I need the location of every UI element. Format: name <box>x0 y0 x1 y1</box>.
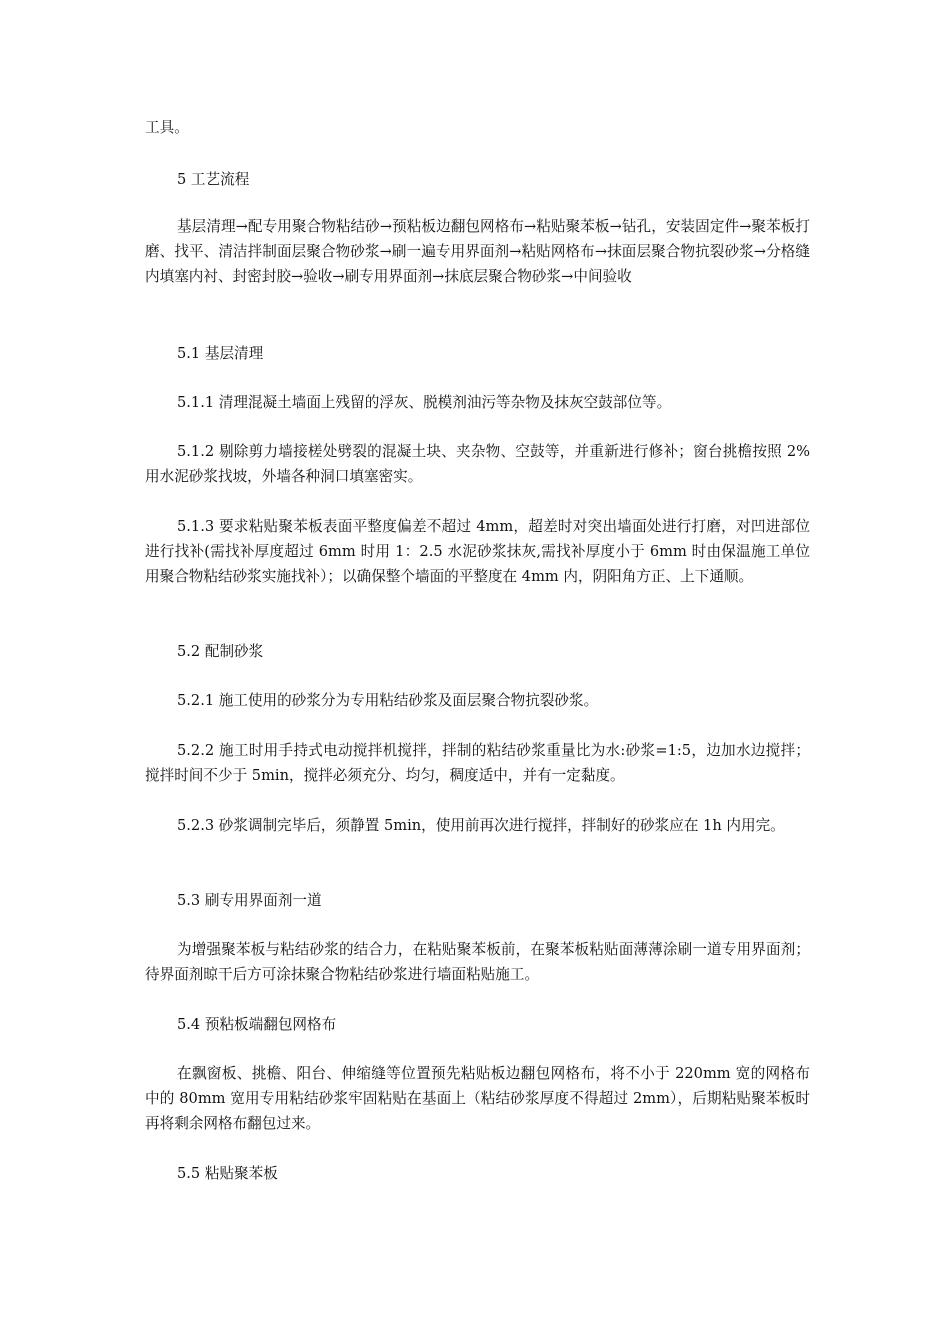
paragraph-5-2-1: 5.2.1 施工使用的砂浆分为专用粘结砂浆及面层聚合物抗裂砂浆。 <box>177 692 599 709</box>
section-heading-5-3: 5.3 刷专用界面剂一道 <box>177 892 322 909</box>
paragraph-5-2-3: 5.2.3 砂浆调制完毕后，须静置 5min，使用前再次进行搅拌，拌制好的砂浆应在 1h 内用完。 <box>177 817 785 834</box>
paragraph-tools: 工具。 <box>145 119 189 136</box>
paragraph-5-2-2: 5.2.2 施工时用手持式电动搅拌机搅拌，拌制的粘结砂浆重量比为水:砂浆=1:5，边加水边搅拌；搅拌时间不少于 5min，搅拌必须充分、均匀，稠度适中，并有一定黏度。 <box>145 742 810 784</box>
paragraph-5-1-3: 5.1.3 要求粘贴聚苯板表面平整度偏差不超过 4mm，超差时对突出墙面处进行打磨，对凹进部位进行找补(需找补厚度超过 6mm 时用 1：2.5 水泥砂浆抹灰,需找补厚度小于 6mm 时由保温施工单位用聚合物粘结砂浆实施找补）；以确保整个墙面的平整度在 4mm 内，阴阳角方正、上下通顺。 <box>145 518 810 585</box>
section-heading-5-5: 5.5 粘贴聚苯板 <box>177 1165 278 1182</box>
paragraph-5-1-2: 5.1.2 剔除剪力墙接槎处劈裂的混凝土块、夹杂物、空鼓等，并重新进行修补；窗台挑檐按照 2%用水泥砂浆找坡，外墙各种洞口填塞密实。 <box>145 443 810 485</box>
section-heading-5: 5 工艺流程 <box>177 171 250 188</box>
section-heading-5-1: 5.1 基层清理 <box>177 345 264 362</box>
section-heading-5-4: 5.4 预粘板端翻包网格布 <box>177 1016 337 1033</box>
paragraph-5-1-1: 5.1.1 清理混凝土墙面上残留的浮灰、脱模剂油污等杂物及抹灰空鼓部位等。 <box>177 394 672 411</box>
paragraph-process-flow: 基层清理→配专用聚合物粘结砂→预粘板边翻包网格布→粘贴聚苯板→钻孔，安装固定件→聚苯板打磨、找平、清洁拌制面层聚合物砂浆→刷一遍专用界面剂→粘贴网格布→抹面层聚合物抗裂砂浆→分格缝内填塞内衬、封密封胶→验收→刷专用界面剂→抹底层聚合物砂浆→中间验收 <box>145 218 810 285</box>
section-heading-5-2: 5.2 配制砂浆 <box>177 643 264 660</box>
paragraph-5-4: 在飘窗板、挑檐、阳台、伸缩缝等位置预先粘贴板边翻包网格布，将不小于 220mm 宽的网格布中的 80mm 宽用专用粘结砂浆牢固粘贴在基面上（粘结砂浆厚度不得超过 2mm），后期粘贴聚苯板时再将剩余网格布翻包过来。 <box>145 1065 810 1132</box>
paragraph-5-3: 为增强聚苯板与粘结砂浆的结合力，在粘贴聚苯板前，在聚苯板粘贴面薄薄涂刷一道专用界面剂；待界面剂晾干后方可涂抹聚合物粘结砂浆进行墙面粘贴施工。 <box>145 941 810 983</box>
